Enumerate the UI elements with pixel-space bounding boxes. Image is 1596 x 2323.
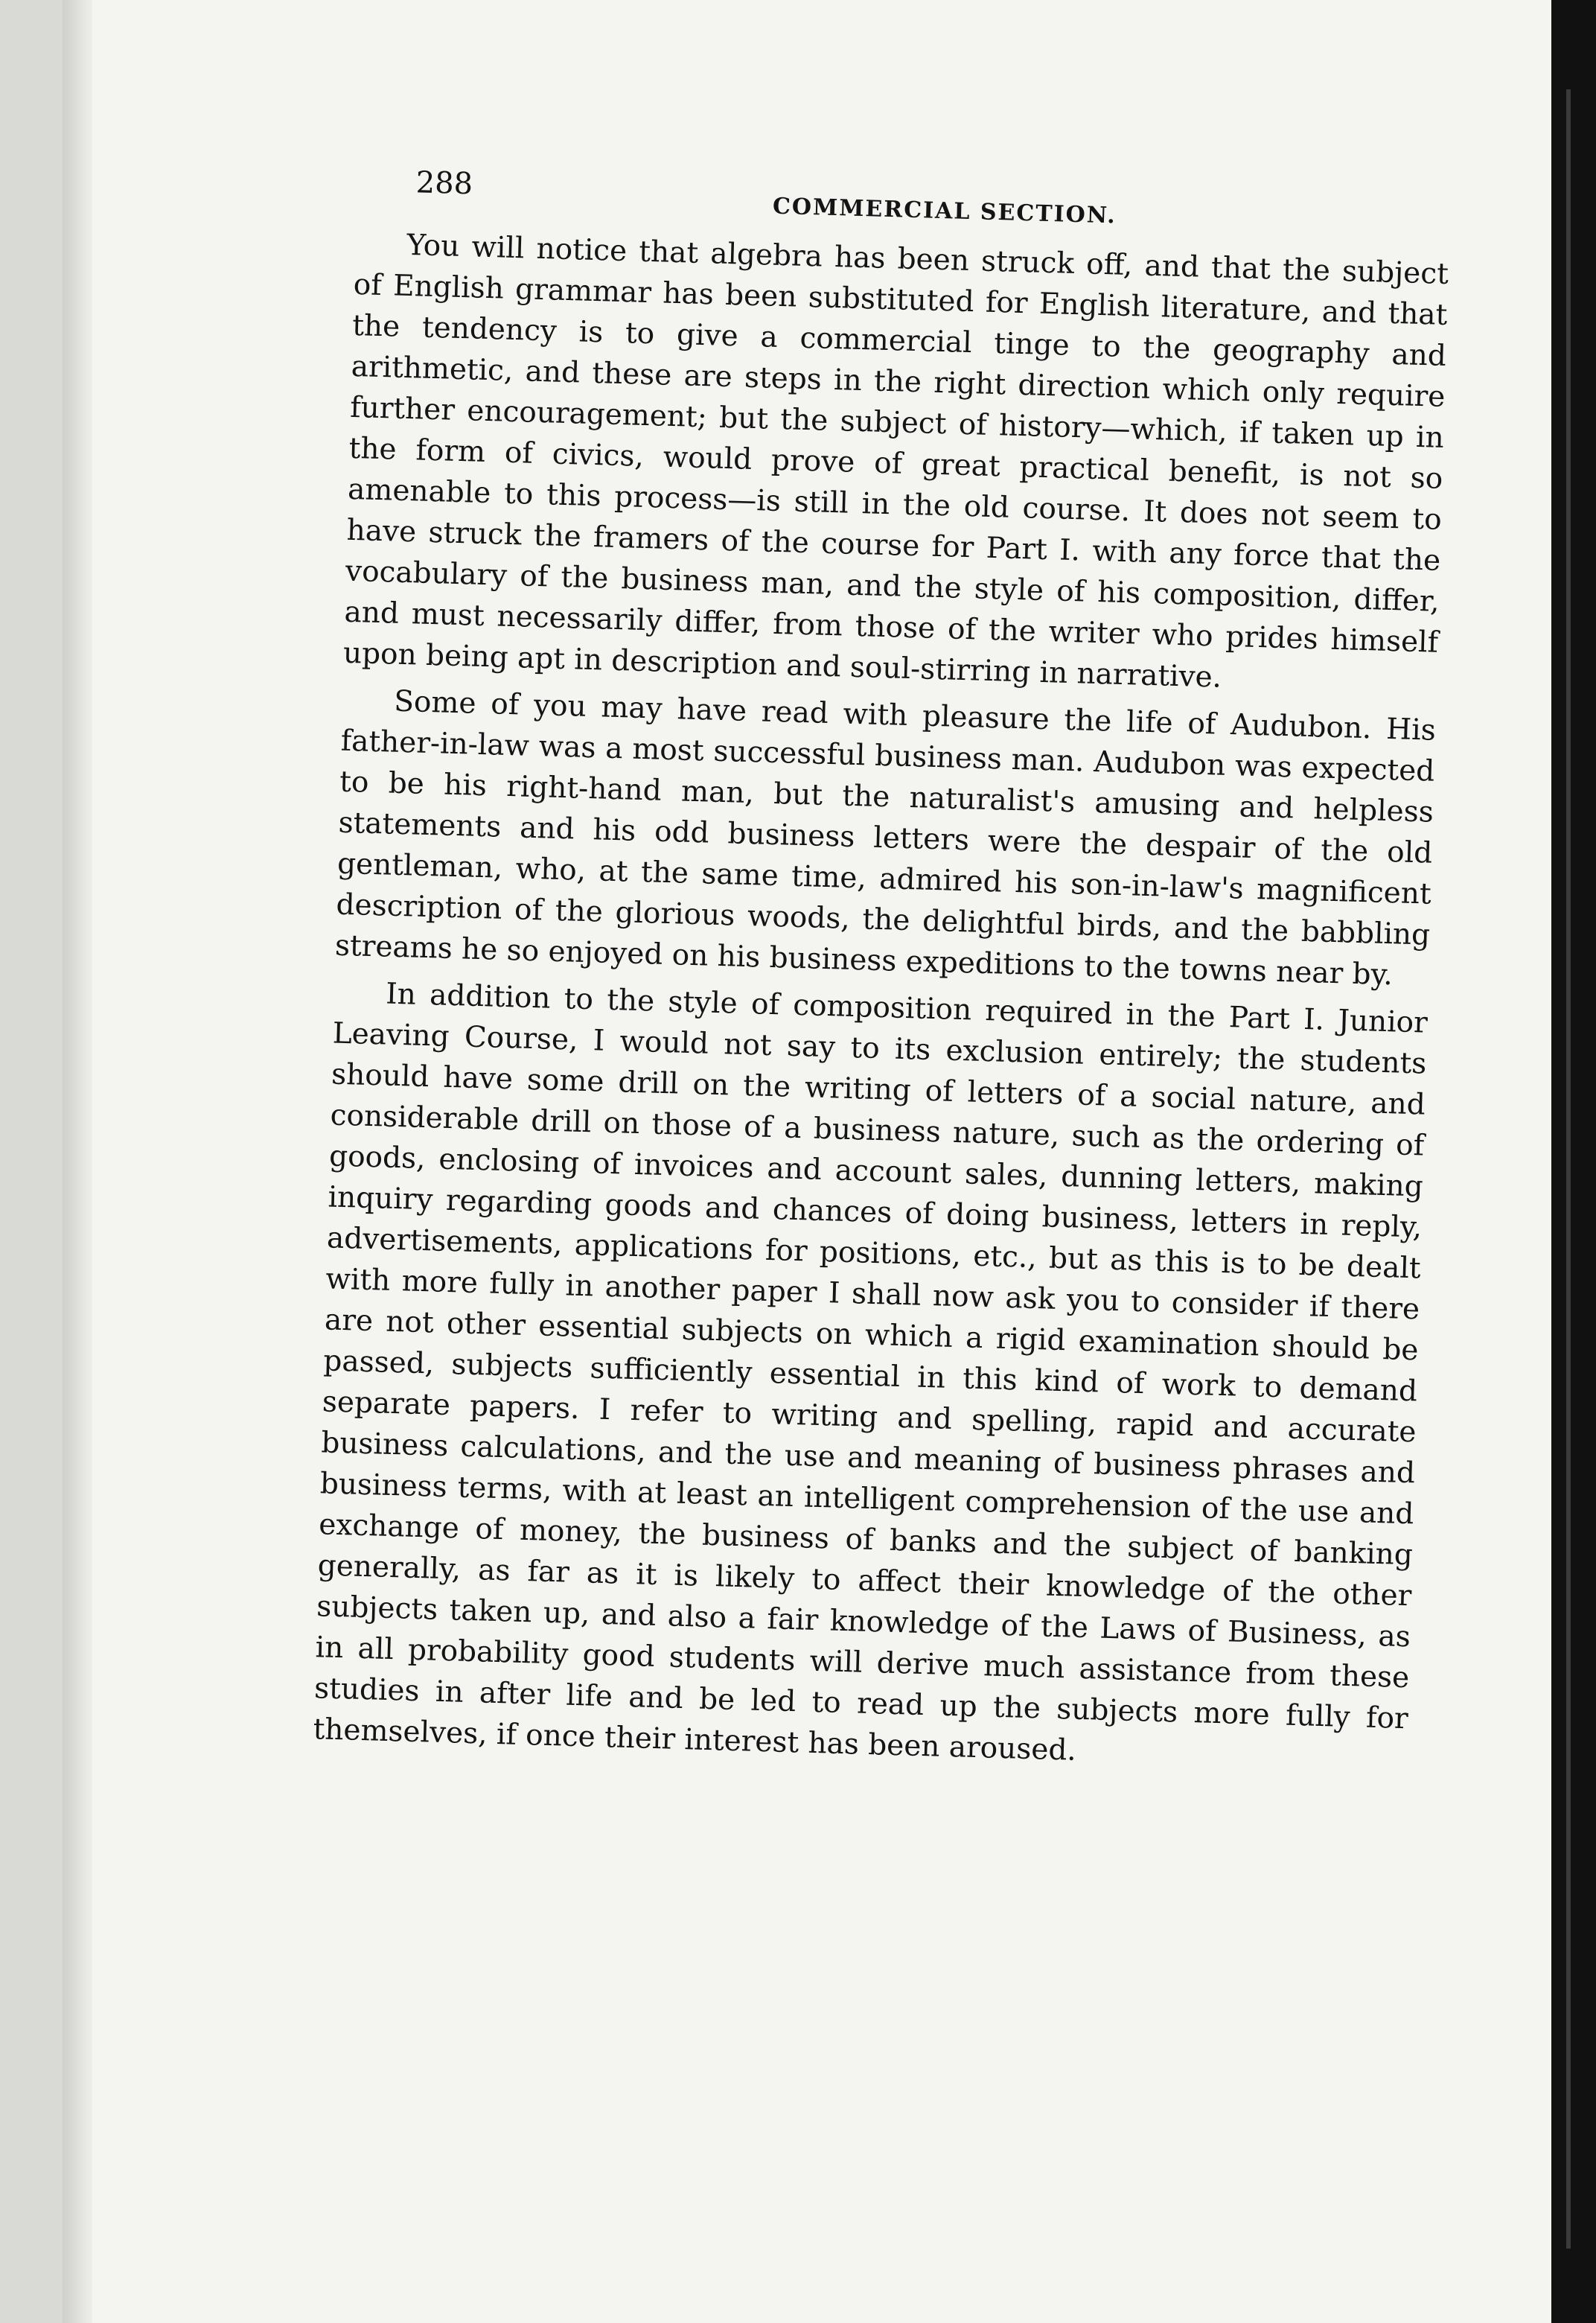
page-gutter-shadow xyxy=(63,0,92,2323)
page-number: 288 xyxy=(415,165,473,202)
page-content xyxy=(313,149,1452,1786)
running-title: COMMERCIAL SECTION. xyxy=(772,193,1117,229)
paragraph-3: In addition to the style of composition required in the Part I. Junior Leaving Course, I would not say to its exclusion entirely; the students should have some drill on the writing of letters of a social nature, and considerable drill on those of a business nature, such as the ordering of goods, enclosing of invoices and account sales, dunning letters, making inquiry regarding goods and chances of doing business, letters in reply, advertisements, applications for positions, etc., but as this is to be dealt with more fully in another paper I shall now ask you to consider if there are not other essential subjects on which a rigid examination should be passed, subjects sufficiently essential in this kind of work to demand separate papers. I refer to writing and spelling, rapid and accurate business calculations, and the use and meaning of business phrases and business terms, with at least an intelligent comprehension of the use and exchange of money, the business of banks and the subject of banking generally, as far as it is likely to affect their knowledge of the other subjects taken up, and also a fair knowledge of the Laws of Business, as in all probability good students will derive much assistance from these studies in after life and be led to read up the subjects more fully for themselves, if once their interest has been aroused. xyxy=(313,977,1429,1768)
scan-background-left xyxy=(0,0,63,2323)
paragraph-1: You will notice that algebra has been struck off, and that the subject of English grammar has been substituted for English literature, and that the tendency is to give a commercial tinge to the geography and arithmetic, and these are steps in the right direction which only require further encouragement; but the subject of history—which, if taken up in the form of civics, would prove of great practical benefit, is not so amenable to this process—is still in the old course. It does not seem to have struck the framers of the course for Part I. with any force that the vocabulary of the business man, and the style of his composition, differ, and must necessarily differ, from those of the writer who prides himself upon being apt in description and soul-stirring in narrative. xyxy=(342,228,1449,695)
facing-page-edge xyxy=(1551,0,1596,2323)
page-edge-line xyxy=(1566,89,1571,2249)
paragraph-2: Some of you may have read with pleasure the life of Audubon. His father-in-law was a most successful business man. Audubon was expected to be his right-hand man, but the naturalist's amusing and helpless statements and his odd business letters were the despair of the old gentleman, who, at the same time, admired his son-in-law's magnificent description of the glorious woods, the delightful birds, and the babbling streams he so enjoyed on his business expeditions to the towns near by. xyxy=(334,684,1437,992)
